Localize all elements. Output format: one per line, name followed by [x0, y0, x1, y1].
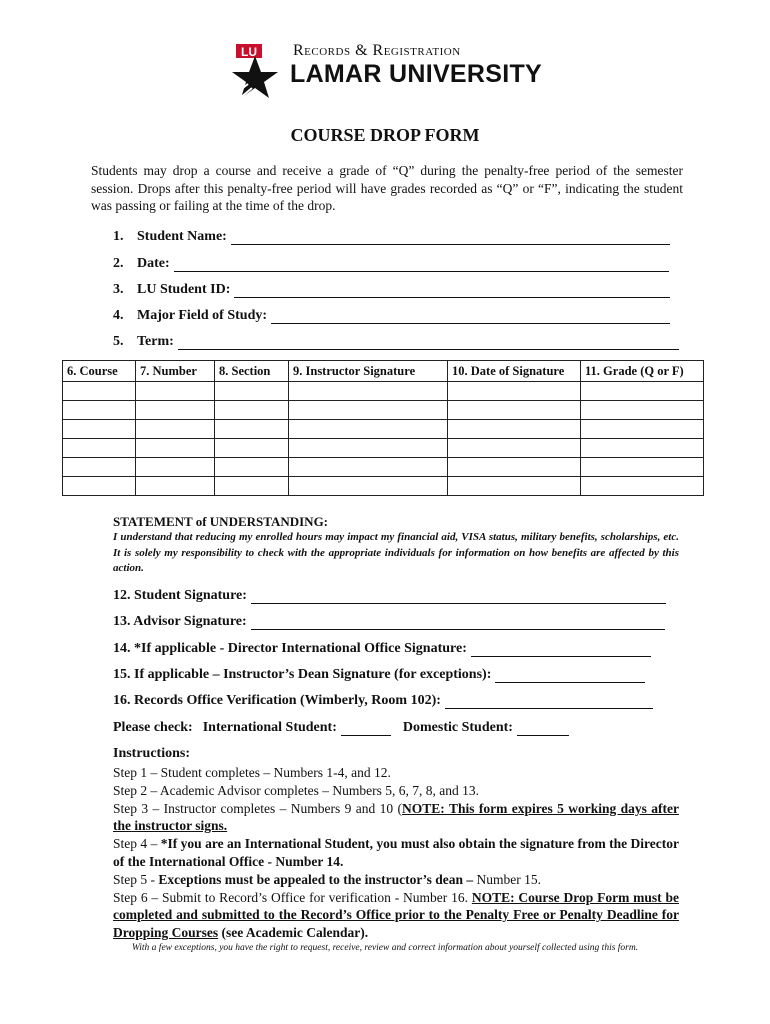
field-number: 1. [113, 229, 124, 244]
step-1: Step 1 – Student completes – Numbers 1-4, and 12. [113, 765, 391, 780]
table-cell[interactable] [215, 401, 289, 420]
date-field[interactable] [113, 256, 669, 272]
table-cell[interactable] [289, 401, 448, 420]
table-cell[interactable] [215, 458, 289, 477]
table-cell[interactable] [289, 382, 448, 401]
term-input[interactable] [178, 335, 679, 350]
table-cell[interactable] [289, 458, 448, 477]
table-cell[interactable] [215, 439, 289, 458]
field-label: Major Field of Study: [137, 308, 268, 323]
international-label: International Student: [202, 720, 337, 735]
table-row [63, 420, 704, 439]
col-course: 6. Course [63, 361, 136, 382]
intro-paragraph: Students may drop a course and receive a grade of “Q” during the penalty-free period of the semester session. Drops after this penalty-free period will have grades recorded as “Q” or “F”, indicating the student was passing or failing at the time of the drop. [91, 163, 683, 213]
table-cell[interactable] [136, 401, 215, 420]
privacy-footer: With a few exceptions, you have the right to request, receive, review and correct information about yourself collected using this form. [131, 943, 639, 953]
step-5-note: Exceptions must be appealed to the instructor’s dean – [158, 871, 474, 887]
table-row [63, 382, 704, 401]
advisor-signature-input[interactable] [251, 615, 665, 630]
domestic-checkbox[interactable] [517, 721, 569, 736]
sig-label: 15. If applicable – Instructor’s Dean Signature (for exceptions): [113, 667, 492, 682]
field-number: 2. [113, 256, 124, 271]
student-type-check [113, 720, 569, 736]
step-4: Step 4 – *If you are an International Student, you must also obtain the signature from the Director of the International Office - Number 14. [113, 836, 679, 869]
director-international-signature-input[interactable] [471, 642, 651, 657]
table-row [63, 477, 704, 496]
table-cell[interactable] [448, 420, 581, 439]
table-cell[interactable] [448, 458, 581, 477]
table-cell[interactable] [448, 439, 581, 458]
director-international-signature-field[interactable] [113, 641, 651, 657]
student-id-field[interactable] [113, 282, 670, 298]
domestic-label: Domestic Student: [402, 720, 513, 735]
form-title: COURSE DROP FORM [290, 125, 480, 145]
field-label: Term: [137, 334, 174, 349]
course-table [62, 360, 704, 496]
table-cell[interactable] [136, 458, 215, 477]
table-cell[interactable] [136, 439, 215, 458]
dean-signature-input[interactable] [495, 668, 645, 683]
table-cell[interactable] [289, 439, 448, 458]
sig-label: 16. Records Office Verification (Wimberly, Room 102): [113, 693, 441, 708]
instructions-heading: Instructions: [113, 746, 191, 761]
col-date-of-signature: 10. Date of Signature [448, 361, 581, 382]
sig-label: 13. Advisor Signature: [113, 614, 247, 629]
table-header-row [63, 361, 704, 382]
field-label: Date: [137, 256, 170, 271]
table-cell[interactable] [63, 420, 136, 439]
field-number: 3. [113, 282, 124, 297]
table-row [63, 439, 704, 458]
field-label: LU Student ID: [137, 282, 231, 297]
col-grade: 11. Grade (Q or F) [581, 361, 704, 382]
step-5: Step 5 - Exceptions must be appealed to the instructor’s dean – Number 15. [113, 871, 541, 887]
table-cell[interactable] [289, 420, 448, 439]
date-input[interactable] [174, 257, 669, 272]
table-cell[interactable] [448, 477, 581, 496]
dean-signature-field[interactable] [113, 667, 645, 683]
table-cell[interactable] [63, 477, 136, 496]
table-cell[interactable] [581, 458, 704, 477]
logo-letters: LU [241, 45, 257, 59]
table-cell[interactable] [581, 401, 704, 420]
table-cell[interactable] [136, 382, 215, 401]
advisor-signature-field[interactable] [113, 614, 665, 630]
table-cell[interactable] [215, 477, 289, 496]
table-row [63, 401, 704, 420]
step-6: Step 6 – Submit to Record’s Office for verification - Number 16. NOTE: Course Drop Form must be completed and submitted to the Record’s Office prior to the Penalty Free or Penalty Deadline for Dropping Courses (see Academic Calendar). [113, 889, 679, 941]
table-cell[interactable] [136, 420, 215, 439]
step-2: Step 2 – Academic Advisor completes – Numbers 5, 6, 7, 8, and 13. [113, 782, 479, 798]
step-3: Step 3 – Instructor completes – Numbers 9 and 10 (NOTE: This form expires 5 working days after the instructor signs. [113, 800, 679, 834]
records-verification-input[interactable] [445, 694, 653, 709]
field-number: 4. [113, 308, 124, 323]
table-cell[interactable] [448, 382, 581, 401]
table-cell[interactable] [581, 439, 704, 458]
table-cell[interactable] [63, 458, 136, 477]
university-name: LAMAR UNIVERSITY [290, 60, 543, 88]
statement-text: I understand that reducing my enrolled hours may impact my financial aid, VISA status, military benefits, scholarships, etc. It is solely my responsibility to check with the appropriate individuals for information on how benefits are affected by this action. [113, 531, 679, 574]
statement-heading: STATEMENT of UNDERSTANDING: [113, 514, 329, 529]
student-name-input[interactable] [231, 230, 670, 245]
table-cell[interactable] [581, 477, 704, 496]
instructions-steps [113, 764, 679, 942]
field-label: Student Name: [137, 229, 227, 244]
col-instructor-signature: 9. Instructor Signature [289, 361, 448, 382]
table-cell[interactable] [581, 382, 704, 401]
sig-label: 14. *If applicable - Director International Office Signature: [113, 641, 467, 656]
major-field[interactable] [113, 308, 670, 324]
step-3-note: NOTE: This form expires 5 working days after the instructor signs. [113, 800, 679, 834]
table-row [63, 458, 704, 477]
table-cell[interactable] [581, 420, 704, 439]
step-4-note: *If you are an International Student, you must also obtain the signature from the Director of the International Office - Number 14. [113, 836, 679, 869]
table-cell[interactable] [215, 382, 289, 401]
term-field[interactable] [113, 334, 679, 350]
major-input[interactable] [271, 309, 670, 324]
student-name-field[interactable] [113, 229, 670, 245]
lamar-star-logo-icon [230, 44, 280, 100]
step-6-note: NOTE: Course Drop Form must be completed and submitted to the Record’s Office prior to the Penalty Free or Penalty Deadline for Dropping Courses [113, 889, 679, 941]
international-checkbox[interactable] [341, 721, 391, 736]
student-id-input[interactable] [234, 283, 670, 298]
table-cell[interactable] [136, 477, 215, 496]
table-cell[interactable] [63, 439, 136, 458]
col-section: 8. Section [215, 361, 289, 382]
student-signature-field[interactable] [113, 588, 666, 604]
table-cell[interactable] [63, 401, 136, 420]
table-cell[interactable] [289, 477, 448, 496]
check-prompt: Please check: [113, 720, 193, 735]
student-signature-input[interactable] [251, 589, 666, 604]
field-number: 5. [113, 334, 124, 349]
department-name: Records & Registration [293, 42, 461, 59]
table-cell[interactable] [448, 401, 581, 420]
sig-label: 12. Student Signature: [113, 588, 247, 603]
table-cell[interactable] [215, 420, 289, 439]
table-cell[interactable] [63, 382, 136, 401]
records-verification-field[interactable] [113, 693, 653, 709]
col-number: 7. Number [136, 361, 215, 382]
